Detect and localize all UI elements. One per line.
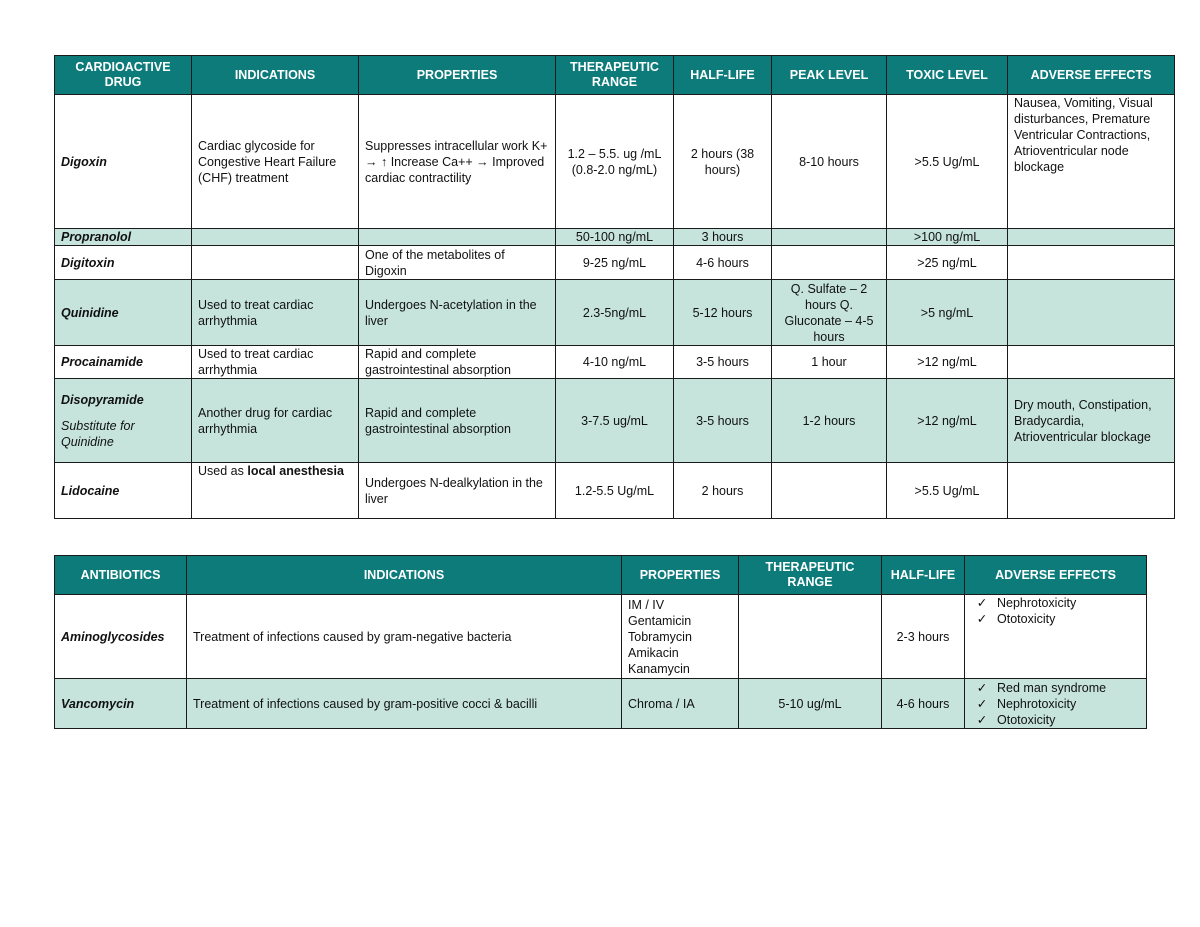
drug-name: Digoxin xyxy=(55,95,192,229)
column-header-adverse-effects: ADVERSE EFFECTS xyxy=(1008,56,1175,95)
property-line: Chroma / IA xyxy=(628,696,695,711)
property-line: Kanamycin xyxy=(628,661,690,676)
properties-cell: Undergoes N-acetylation in the liver xyxy=(359,280,556,346)
toxic-level-cell: >25 ng/mL xyxy=(887,246,1008,280)
checkmark-icon: ✓ xyxy=(976,712,988,727)
adverse-effects-list xyxy=(971,680,1140,728)
therapeutic-range-cell: 4-10 ng/mL xyxy=(556,346,674,379)
column-header-therapeutic-range: THERAPEUTIC RANGE xyxy=(739,556,882,595)
drug-name: Aminoglycosides xyxy=(55,595,187,679)
checkmark-icon: ✓ xyxy=(976,596,988,610)
antibiotics-table xyxy=(54,555,1147,729)
adverse-effects-cell xyxy=(1008,229,1175,246)
half-life-cell: 4-6 hours xyxy=(882,679,965,729)
list-item xyxy=(971,595,1140,611)
adverse-effects-cell: Nausea, Vomiting, Visual disturbances, Premature Ventricular Contractions, Atrioventricular node blockage xyxy=(1008,95,1175,229)
toxic-level-cell: >5 ng/mL xyxy=(887,280,1008,346)
toxic-level-cell: >12 ng/mL xyxy=(887,346,1008,379)
table-row-digitoxin xyxy=(55,246,1175,280)
list-item xyxy=(971,712,1140,728)
half-life-cell: 5-12 hours xyxy=(674,280,772,346)
column-header-indications: INDICATIONS xyxy=(187,556,622,595)
peak-level-cell xyxy=(772,463,887,519)
property-line: Amikacin xyxy=(628,645,679,660)
checkmark-icon: ✓ xyxy=(976,612,988,626)
peak-level-cell xyxy=(772,229,887,246)
drug-name: Procainamide xyxy=(55,346,192,379)
toxic-level-cell: >5.5 Ug/mL xyxy=(887,463,1008,519)
drug-name: Disopyramide xyxy=(61,392,144,407)
cardioactive-drug-table xyxy=(54,55,1175,519)
drug-name: Propranolol xyxy=(55,229,192,246)
indications-cell: Used to treat cardiac arrhythmia xyxy=(192,346,359,379)
therapeutic-range-cell: 2.3-5ng/mL xyxy=(556,280,674,346)
table-row-vancomycin xyxy=(55,679,1147,729)
drug-name: Quinidine xyxy=(55,280,192,346)
table-header-row xyxy=(55,56,1175,95)
indications-text: Used as xyxy=(198,464,248,478)
toxic-level-cell: >12 ng/mL xyxy=(887,379,1008,463)
property-line: Tobramycin xyxy=(628,629,692,644)
column-header-toxic-level: TOXIC LEVEL xyxy=(887,56,1008,95)
drug-name: Lidocaine xyxy=(55,463,192,519)
table-row-aminoglycosides xyxy=(55,595,1147,679)
column-header-half-life: HALF-LIFE xyxy=(882,556,965,595)
peak-level-cell: 8-10 hours xyxy=(772,95,887,229)
properties-cell: Rapid and complete gastrointestinal absorption xyxy=(359,379,556,463)
therapeutic-range-cell: 50-100 ng/mL xyxy=(556,229,674,246)
half-life-cell: 2-3 hours xyxy=(882,595,965,679)
properties-cell xyxy=(622,595,739,679)
column-header-half-life: HALF-LIFE xyxy=(674,56,772,95)
table-row-disopyramide xyxy=(55,379,1175,463)
adverse-effect-text: Red man syndrome xyxy=(997,680,1107,695)
therapeutic-range-cell: 1.2 – 5.5. ug /mL (0.8-2.0 ng/mL) xyxy=(556,95,674,229)
list-item xyxy=(971,696,1140,712)
column-header-therapeutic-range: THERAPEUTIC RANGE xyxy=(556,56,674,95)
list-item xyxy=(971,680,1140,696)
half-life-cell: 4-6 hours xyxy=(674,246,772,280)
adverse-effects-list xyxy=(971,595,1140,627)
indications-cell: Another drug for cardiac arrhythmia xyxy=(192,379,359,463)
indications-cell xyxy=(192,246,359,280)
adverse-effect-text: Ototoxicity xyxy=(997,712,1056,727)
adverse-effect-text: Nephrotoxicity xyxy=(997,596,1077,610)
peak-level-cell xyxy=(772,246,887,280)
checkmark-icon: ✓ xyxy=(976,696,988,711)
indications-cell: Cardiac glycoside for Congestive Heart Failure (CHF) treatment xyxy=(192,95,359,229)
therapeutic-range-cell: 1.2-5.5 Ug/mL xyxy=(556,463,674,519)
indications-cell xyxy=(192,463,359,519)
half-life-cell: 3-5 hours xyxy=(674,346,772,379)
table-row-lidocaine xyxy=(55,463,1175,519)
properties-cell: Undergoes N-dealkylation in the liver xyxy=(359,463,556,519)
column-header-peak-level: PEAK LEVEL xyxy=(772,56,887,95)
adverse-effects-cell xyxy=(1008,463,1175,519)
peak-level-cell: 1-2 hours xyxy=(772,379,887,463)
peak-level-cell: 1 hour xyxy=(772,346,887,379)
toxic-level-cell: >100 ng/mL xyxy=(887,229,1008,246)
drug-name-cell xyxy=(55,379,192,463)
table-row-quinidine xyxy=(55,280,1175,346)
adverse-effects-cell xyxy=(1008,280,1175,346)
drug-substitute-note: Substitute for Quinidine xyxy=(61,418,135,449)
drug-name: Vancomycin xyxy=(55,679,187,729)
adverse-effects-cell: Dry mouth, Constipation, Bradycardia, Atrioventricular blockage xyxy=(1008,379,1175,463)
toxic-level-cell: >5.5 Ug/mL xyxy=(887,95,1008,229)
column-header-properties: PROPERTIES xyxy=(359,56,556,95)
property-line: IM / IV xyxy=(628,597,665,612)
indications-emphasis: local anesthesia xyxy=(247,464,344,478)
indications-cell: Treatment of infections caused by gram-negative bacteria xyxy=(187,595,622,679)
column-header-indications: INDICATIONS xyxy=(192,56,359,95)
column-header-antibiotics: ANTIBIOTICS xyxy=(55,556,187,595)
therapeutic-range-cell: 9-25 ng/mL xyxy=(556,246,674,280)
property-line: Gentamicin xyxy=(628,613,692,628)
adverse-effects-cell xyxy=(1008,246,1175,280)
column-header-drug: CARDIOACTIVE DRUG xyxy=(55,56,192,95)
half-life-cell: 2 hours xyxy=(674,463,772,519)
properties-cell: Rapid and complete gastrointestinal absorption xyxy=(359,346,556,379)
properties-cell xyxy=(622,679,739,729)
table-row-propranolol xyxy=(55,229,1175,246)
column-header-adverse-effects: ADVERSE EFFECTS xyxy=(965,556,1147,595)
adverse-effects-cell xyxy=(965,679,1147,729)
indications-cell: Treatment of infections caused by gram-positive cocci & bacilli xyxy=(187,679,622,729)
peak-level-cell: Q. Sulfate – 2 hours Q. Gluconate – 4-5 hours xyxy=(772,280,887,346)
half-life-cell: 3-5 hours xyxy=(674,379,772,463)
table-row-digoxin xyxy=(55,95,1175,229)
therapeutic-range-cell: 5-10 ug/mL xyxy=(739,679,882,729)
properties-cell: Suppresses intracellular work K+ → ↑ Increase Ca++ → Improved cardiac contractility xyxy=(359,95,556,229)
indications-cell xyxy=(192,229,359,246)
properties-cell xyxy=(359,229,556,246)
therapeutic-range-cell: 3-7.5 ug/mL xyxy=(556,379,674,463)
adverse-effect-text: Ototoxicity xyxy=(997,612,1056,626)
list-item xyxy=(971,611,1140,627)
column-header-properties: PROPERTIES xyxy=(622,556,739,595)
half-life-cell: 2 hours (38 hours) xyxy=(674,95,772,229)
therapeutic-range-cell xyxy=(739,595,882,679)
adverse-effects-cell xyxy=(1008,346,1175,379)
adverse-effects-cell xyxy=(965,595,1147,679)
half-life-cell: 3 hours xyxy=(674,229,772,246)
drug-name: Digitoxin xyxy=(55,246,192,280)
adverse-effect-text: Nephrotoxicity xyxy=(997,696,1077,711)
checkmark-icon: ✓ xyxy=(976,680,988,695)
table-row-procainamide xyxy=(55,346,1175,379)
table-header-row xyxy=(55,556,1147,595)
indications-cell: Used to treat cardiac arrhythmia xyxy=(192,280,359,346)
properties-cell: One of the metabolites of Digoxin xyxy=(359,246,556,280)
